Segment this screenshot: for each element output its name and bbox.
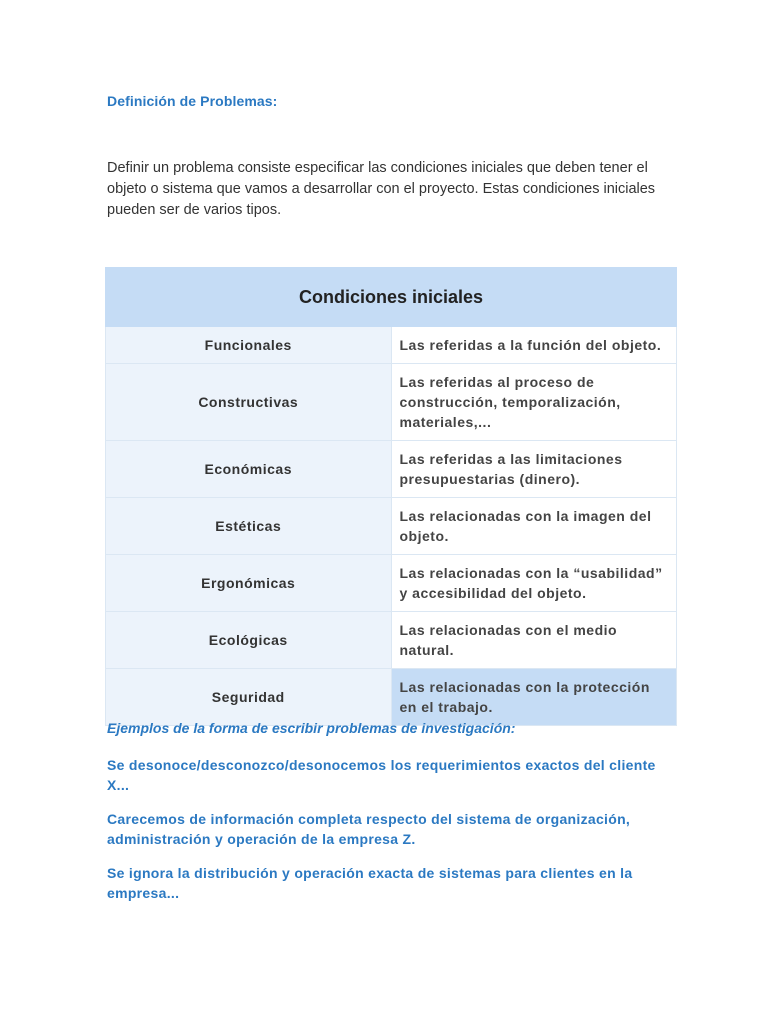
conditions-table (105, 267, 677, 726)
condition-label: Ecológicas (106, 612, 392, 669)
condition-label: Seguridad (106, 669, 392, 726)
table-row (106, 612, 677, 669)
condition-description: Las relacionadas con la imagen del objeto. (391, 498, 677, 555)
table-row (106, 441, 677, 498)
section-heading: Definición de Problemas: (107, 93, 278, 109)
example-item: Se ignora la distribución y operación exacta de sistemas para clientes en la empresa... (107, 865, 633, 901)
condition-description: Las relacionadas con la protección en el trabajo. (391, 669, 677, 726)
examples-section (107, 718, 667, 917)
table-row (106, 669, 677, 726)
table-row (106, 364, 677, 441)
condition-description: Las referidas a la función del objeto. (391, 327, 677, 364)
condition-label: Estéticas (106, 498, 392, 555)
table-title: Condiciones iniciales (106, 268, 677, 327)
condition-label: Constructivas (106, 364, 392, 441)
condition-label: Económicas (106, 441, 392, 498)
table-header-row (106, 268, 677, 327)
condition-label: Ergonómicas (106, 555, 392, 612)
table-row (106, 555, 677, 612)
condition-description: Las referidas a las limitaciones presupuestarias (dinero). (391, 441, 677, 498)
condition-label: Funcionales (106, 327, 392, 364)
table-row (106, 327, 677, 364)
examples-title: Ejemplos de la forma de escribir problemas de investigación: (107, 720, 516, 736)
table-row (106, 498, 677, 555)
condition-description: Las relacionadas con el medio natural. (391, 612, 677, 669)
example-item: Se desonoce/desconozco/desonocemos los requerimientos exactos del cliente X... (107, 757, 656, 793)
condition-description: Las referidas al proceso de construcción, temporalización, materiales,... (391, 364, 677, 441)
condition-description: Las relacionadas con la “usabilidad” y accesibilidad del objeto. (391, 555, 677, 612)
intro-paragraph: Definir un problema consiste especificar las condiciones iniciales que deben tener el objeto o sistema que vamos a desarrollar con el proyecto. Estas condiciones iniciales pueden ser de varios tipos. (107, 160, 656, 218)
example-item: Carecemos de información completa respecto del sistema de organización, administración y operación de la empresa Z. (107, 811, 631, 847)
